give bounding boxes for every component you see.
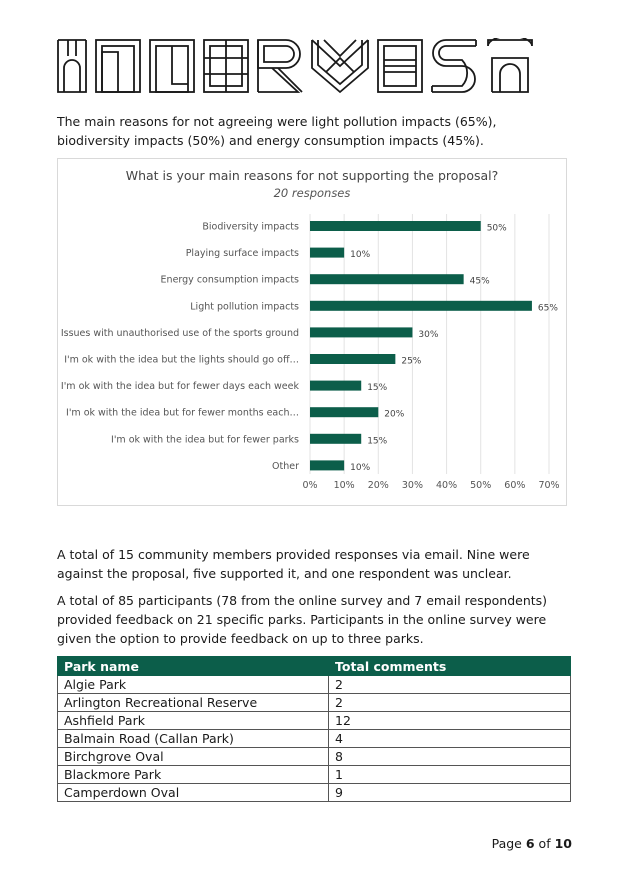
survey-bar-chart (57, 158, 567, 506)
x-tick-label: 70% (538, 480, 560, 491)
category-label: Light pollution impacts (190, 301, 299, 313)
x-tick-label: 30% (401, 480, 423, 491)
park-name-cell: Arlington Recreational Reserve (58, 694, 329, 712)
bar-value-label: 65% (537, 303, 558, 314)
x-tick-label: 40% (436, 480, 458, 491)
bar (310, 434, 361, 444)
park-name-cell: Algie Park (58, 676, 329, 694)
bar (310, 460, 344, 470)
bar-value-label: 25% (401, 356, 422, 367)
category-label: I'm ok with the idea but for fewer parks (111, 434, 299, 446)
category-label: I'm ok with the idea but the lights should go off… (64, 354, 299, 366)
column-header-total-comments: Total comments (329, 657, 571, 676)
x-tick-label: 60% (504, 480, 526, 491)
total-comments-cell: 8 (329, 748, 571, 766)
bar (310, 301, 532, 311)
table-row (58, 766, 571, 784)
category-label: Biodiversity impacts (202, 221, 299, 233)
bar (310, 248, 344, 258)
bar-value-label: 10% (350, 462, 371, 473)
total-comments-cell: 1 (329, 766, 571, 784)
category-label: Issues with unauthorised use of the sports ground (60, 327, 299, 339)
park-name-cell: Balmain Road (Callan Park) (58, 730, 329, 748)
bar-value-label: 30% (418, 329, 439, 340)
bar-value-label: 15% (367, 436, 388, 447)
x-tick-label: 50% (470, 480, 492, 491)
x-tick-label: 0% (302, 480, 318, 491)
bar-value-label: 15% (367, 383, 388, 394)
bar (310, 274, 464, 284)
total-comments-cell: 12 (329, 712, 571, 730)
chart-canvas (58, 159, 566, 505)
park-name-cell: Birchgrove Oval (58, 748, 329, 766)
email-responses-paragraph: A total of 15 community members provided responses via email. Nine were against the proposal, five supported it, and one respondent was unclear. (57, 547, 530, 581)
table-row (58, 712, 571, 730)
category-label: I'm ok with the idea but for fewer months each… (66, 407, 299, 419)
page-number: 6 (525, 836, 535, 851)
bar-value-label: 50% (486, 223, 507, 234)
page-label: Page (491, 836, 522, 851)
total-comments-cell: 9 (329, 784, 571, 802)
park-comments-table (57, 656, 571, 802)
total-comments-cell: 2 (329, 676, 571, 694)
total-comments-cell: 4 (329, 730, 571, 748)
intro-paragraph: The main reasons for not agreeing were light pollution impacts (65%), biodiversity impacts (50%) and energy consumption impacts (45%). (57, 114, 497, 148)
chart-title: What is your main reasons for not supporting the proposal? (125, 168, 499, 183)
participants-paragraph: A total of 85 participants (78 from the online survey and 7 email respondents) provided feedback on 21 specific parks. Participants in the online survey were given the option to provide feedback on up to three parks. (57, 593, 548, 646)
table-row (58, 676, 571, 694)
chart-subtitle: 20 responses (273, 186, 351, 200)
park-name-cell: Blackmore Park (58, 766, 329, 784)
table-header-row (58, 657, 571, 676)
bar (310, 221, 481, 231)
table-row (58, 730, 571, 748)
inner-west-logo (56, 38, 534, 94)
category-label: Energy consumption impacts (160, 274, 299, 286)
x-tick-label: 20% (367, 480, 389, 491)
bar (310, 327, 412, 337)
category-label: I'm ok with the idea but for fewer days each week (60, 381, 299, 393)
bar-value-label: 45% (469, 276, 490, 287)
park-name-cell: Ashfield Park (58, 712, 329, 730)
bar (310, 407, 378, 417)
column-header-park-name: Park name (58, 657, 329, 676)
park-name-cell: Camperdown Oval (58, 784, 329, 802)
total-comments-cell: 2 (329, 694, 571, 712)
bar-value-label: 20% (384, 409, 405, 420)
table-row (58, 748, 571, 766)
of-label: of (538, 836, 551, 851)
page-footer (492, 836, 572, 851)
category-label: Other (272, 460, 299, 472)
total-pages: 10 (554, 836, 572, 851)
table-row (58, 784, 571, 802)
bar (310, 381, 361, 391)
x-tick-label: 10% (333, 480, 355, 491)
bar (310, 354, 395, 364)
category-label: Playing surface impacts (185, 248, 299, 260)
table-row (58, 694, 571, 712)
bar-value-label: 10% (350, 250, 371, 261)
